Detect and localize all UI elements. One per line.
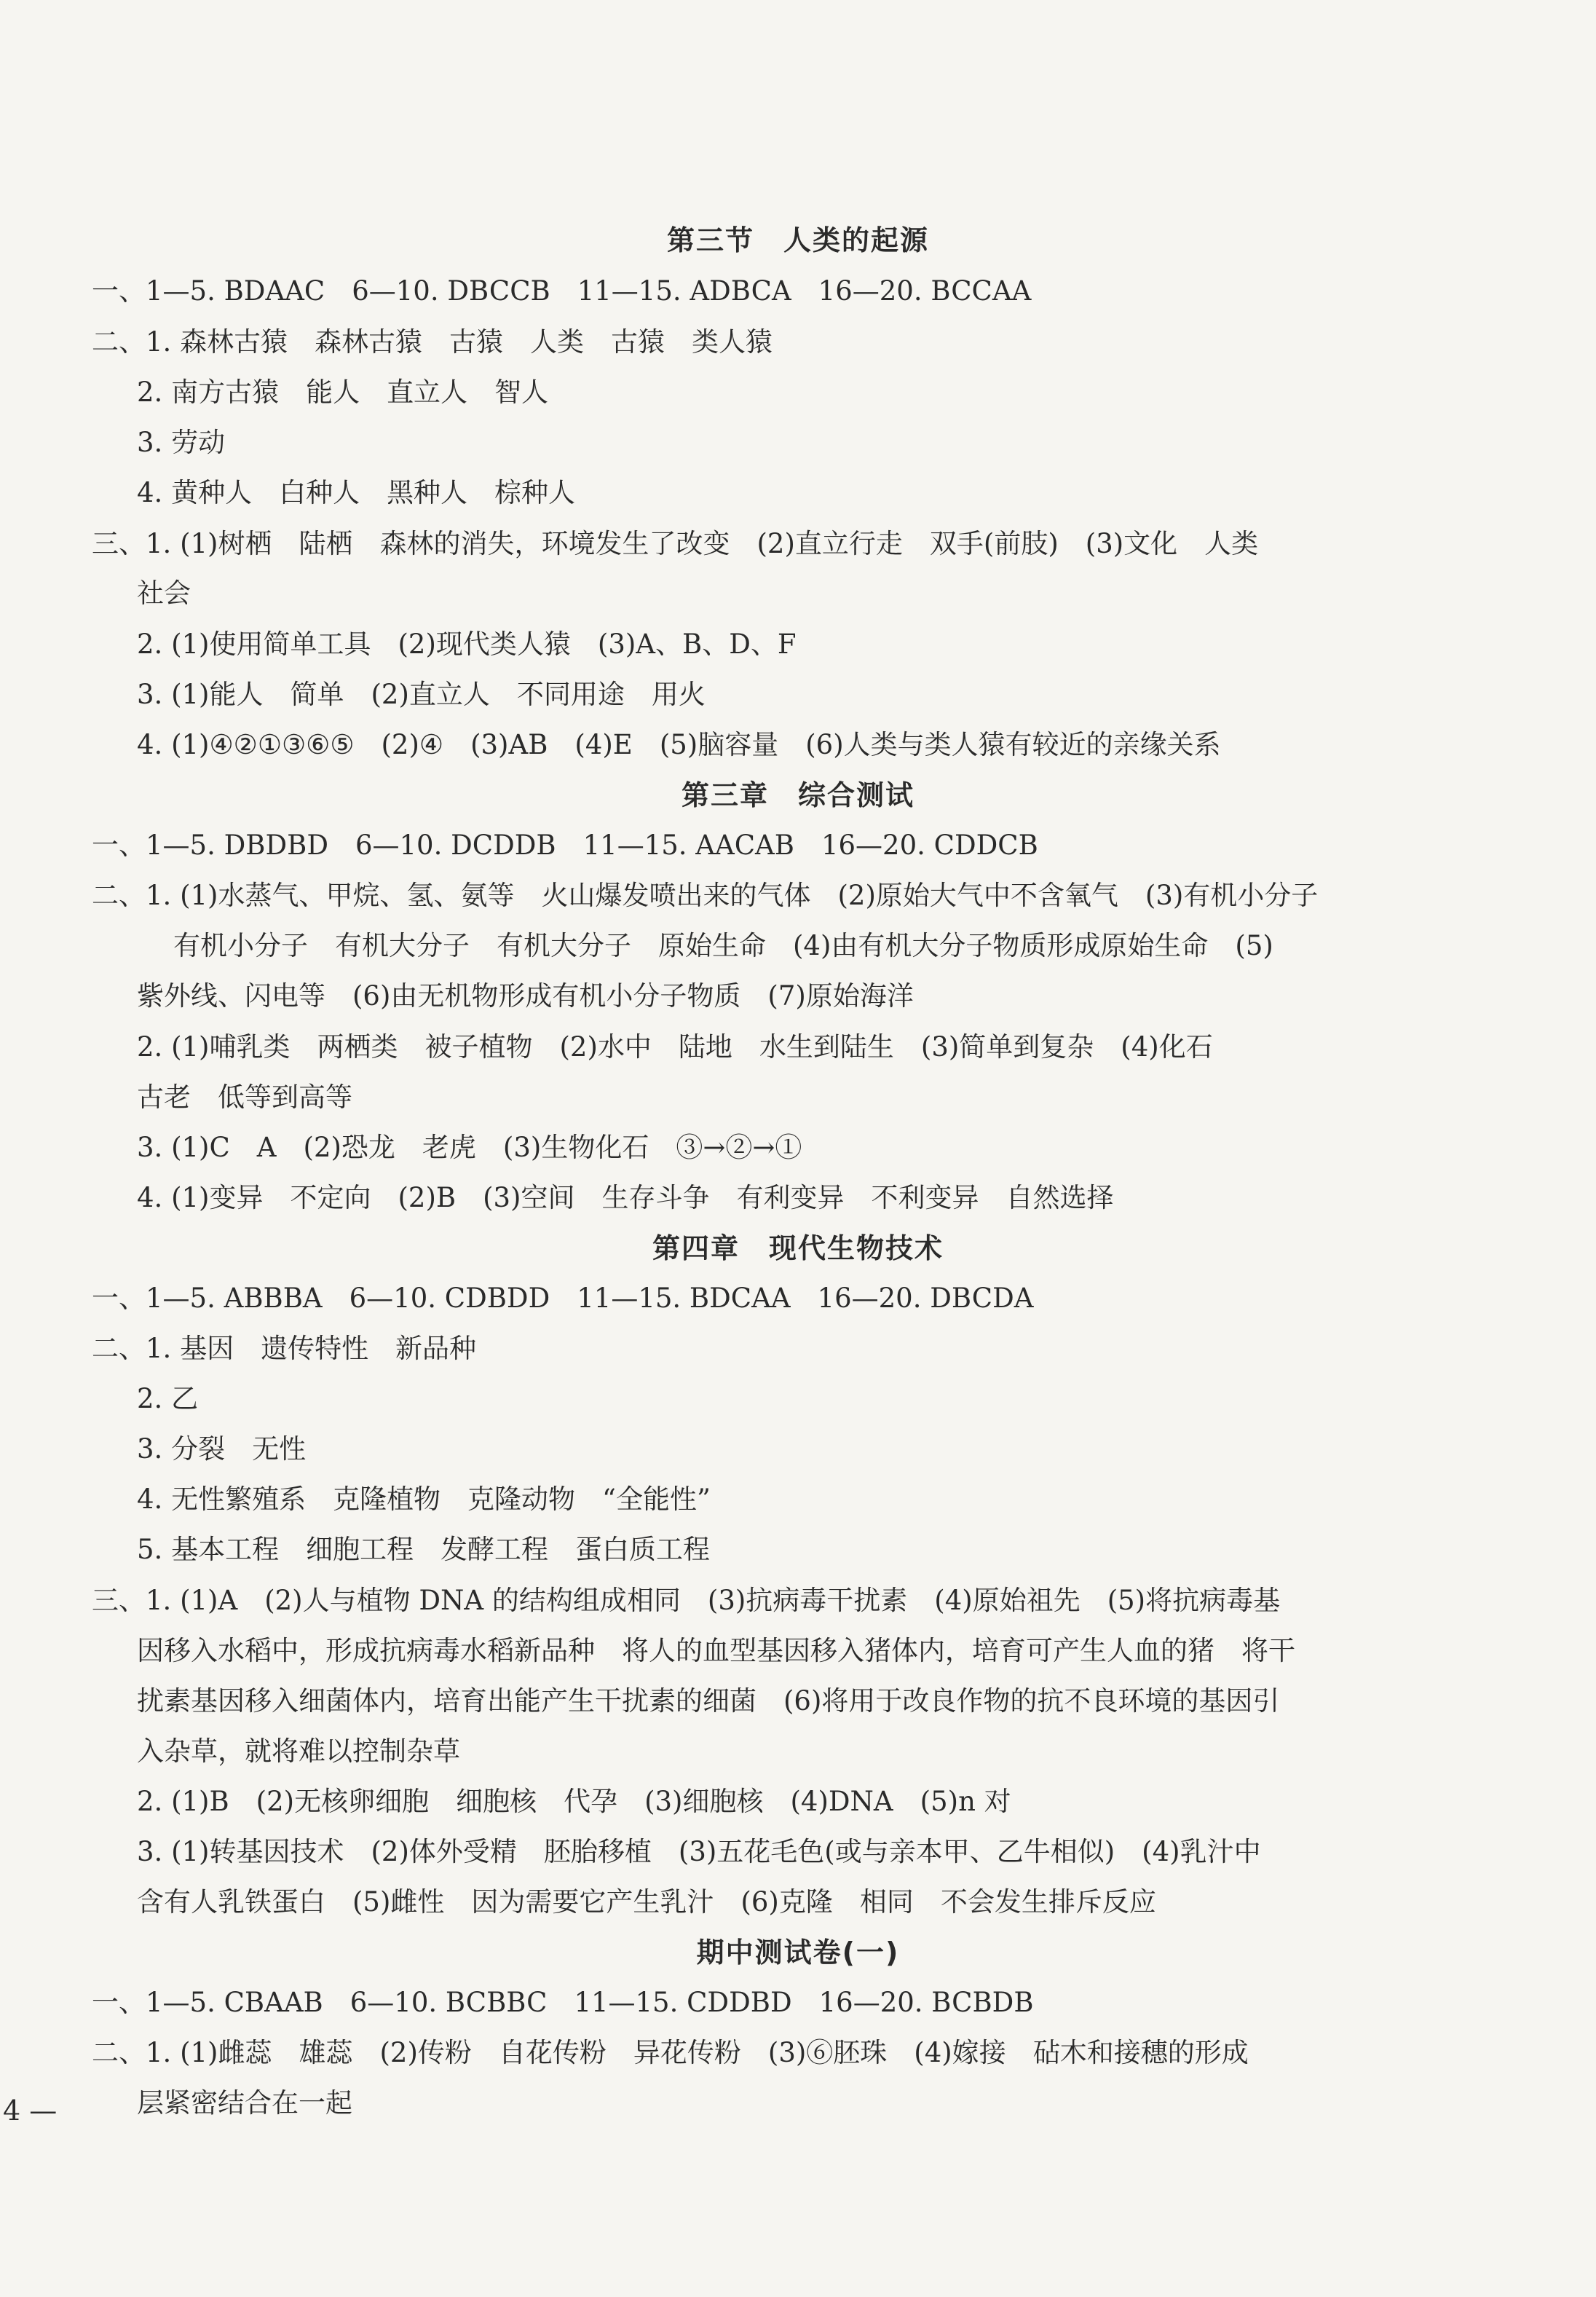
answer-line: 因移入水稻中，形成抗病毒水稻新品种 将人的血型基因移入猪体内，培育可产生人血的猪 将干	[137, 1635, 1295, 1666]
section-heading: 第四章 现代生物技术	[652, 1232, 944, 1264]
answer-line: 3. (1)转基因技术 (2)体外受精 胚胎移植 (3)五花毛色(或与亲本甲、乙牛相似) (4)乳汁中	[137, 1836, 1261, 1867]
section-heading: 期中测试卷(一)	[696, 1937, 900, 1969]
answer-line: 三、1. (1)A (2)人与植物 DNA 的结构组成相同 (3)抗病毒干扰素 (4)原始祖先 (5)将抗病毒基	[92, 1585, 1281, 1616]
answer-line: 2. (1)哺乳类 两栖类 被子植物 (2)水中 陆地 水生到陆生 (3)简单到复杂 (4)化石	[137, 1031, 1213, 1063]
answer-line: 4. 黄种人 白种人 黑种人 棕种人	[137, 477, 576, 508]
answer-line: 入杂草，就将难以控制杂草	[137, 1735, 460, 1767]
answer-line: 3. (1)C A (2)恐龙 老虎 (3)生物化石 ③→②→①	[137, 1132, 802, 1163]
answer-line: 二、1. 基因 遗传特性 新品种	[92, 1333, 477, 1364]
answer-line: 4. 无性繁殖系 克隆植物 克隆动物 “全能性”	[137, 1484, 711, 1515]
answer-line: 二、1. 森林古猿 森林古猿 古猿 人类 古猿 类人猿	[92, 326, 773, 358]
answer-line: 二、1. (1)水蒸气、甲烷、氢、氨等 火山爆发喷出来的气体 (2)原始大气中不含氧气 (3)有机小分子	[92, 880, 1319, 911]
answer-line: 2. 乙	[137, 1383, 199, 1414]
answer-line: 4. (1)变异 不定向 (2)B (3)空间 生存斗争 有利变异 不利变异 自然选择	[137, 1182, 1114, 1213]
answer-line: 紫外线、闪电等 (6)由无机物形成有机小分子物质 (7)原始海洋	[137, 980, 914, 1012]
section-heading: 第三章 综合测试	[681, 779, 914, 811]
answer-line: 一、1—5. ABBBA 6—10. CDBDD 11—15. BDCAA 16—20. DBCDA	[92, 1283, 1034, 1314]
answer-line: 扰素基因移入细菌体内，培育出能产生干扰素的细菌 (6)将用于改良作物的抗不良环境的基因引	[137, 1685, 1280, 1717]
answer-line: 2. (1)使用简单工具 (2)现代类人猿 (3)A、B、D、F	[137, 629, 797, 660]
answer-line: 4. (1)④②①③⑥⑤ (2)④ (3)AB (4)E (5)脑容量 (6)人类与类人猿有较近的亲缘关系	[137, 729, 1221, 760]
answer-line: 3. (1)能人 简单 (2)直立人 不同用途 用火	[137, 679, 706, 710]
answer-line: 5. 基本工程 细胞工程 发酵工程 蛋白质工程	[137, 1534, 711, 1565]
answer-line: 有机小分子 有机大分子 有机大分子 原始生命 (4)由有机大分子物质形成原始生命 (5)	[173, 930, 1273, 961]
answer-line: 古老 低等到高等	[137, 1081, 352, 1113]
answer-line: 层紧密结合在一起	[137, 2087, 352, 2119]
answer-line: 2. 南方古猿 能人 直立人 智人	[137, 377, 549, 408]
answer-line: 2. (1)B (2)无核卵细胞 细胞核 代孕 (3)细胞核 (4)DNA (5)n 对	[137, 1786, 1011, 1817]
answer-line: 二、1. (1)雌蕊 雄蕊 (2)传粉 自花传粉 异花传粉 (3)⑥胚珠 (4)嫁接 砧木和接穗的形成	[92, 2037, 1249, 2068]
answer-line: 3. 劳动	[137, 427, 226, 458]
answer-line: 3. 分裂 无性	[137, 1433, 307, 1465]
answer-line: 三、1. (1)树栖 陆栖 森林的消失，环境发生了改变 (2)直立行走 双手(前肢) (3)文化 人类	[92, 528, 1259, 559]
answer-line: 一、1—5. CBAAB 6—10. BCBBC 11—15. CDDBD 16—20. BCBDB	[92, 1987, 1034, 2018]
answer-line: 一、1—5. DBDBD 6—10. DCDDB 11—15. AACAB 16—20. CDDCB	[92, 830, 1038, 861]
section-heading: 第三节 人类的起源	[666, 224, 929, 256]
answer-line: 社会	[137, 578, 191, 609]
answer-line: 一、1—5. BDAAC 6—10. DBCCB 11—15. ADBCA 16—20. BCCAA	[92, 275, 1032, 307]
page-number: 4 —	[3, 2095, 58, 2127]
answer-line: 含有人乳铁蛋白 (5)雌性 因为需要它产生乳汁 (6)克隆 相同 不会发生排斥反应	[137, 1886, 1156, 1918]
